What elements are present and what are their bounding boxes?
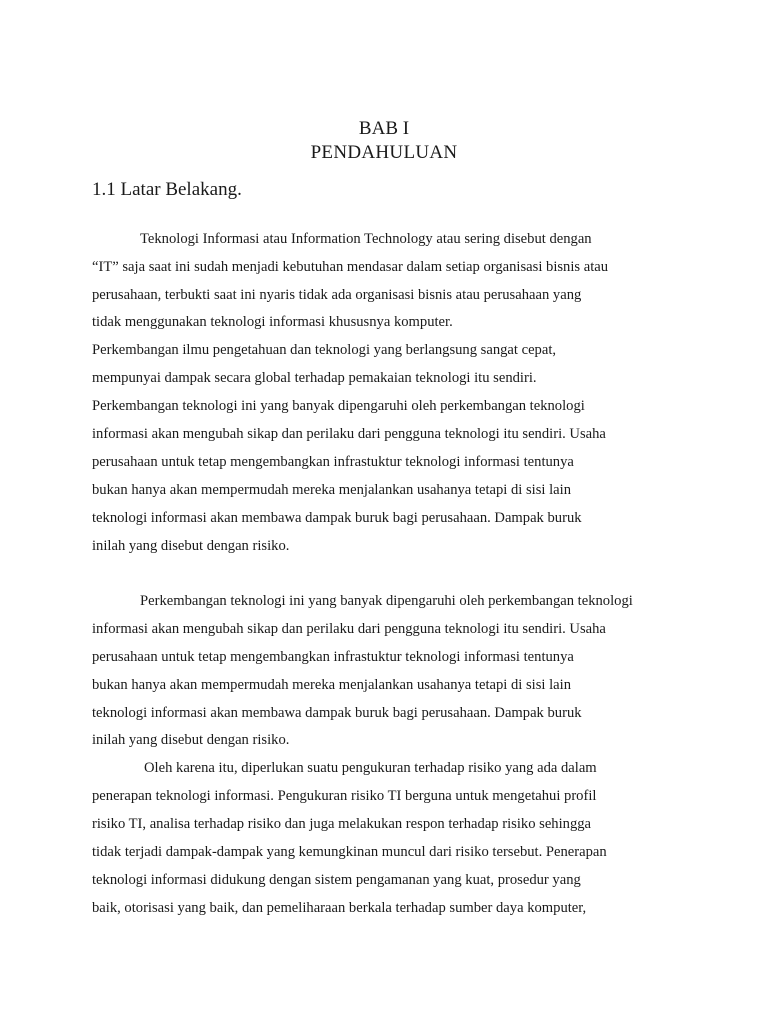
text-line: informasi akan mengubah sikap dan perilaku dari pengguna teknologi itu sendiri. Usaha: [92, 621, 606, 637]
text-line: perusahaan untuk tetap mengembangkan infrastuktur teknologi informasi tentunya: [92, 454, 574, 470]
text-line: baik, otorisasi yang baik, dan pemeliharaan berkala terhadap sumber daya komputer,: [92, 900, 587, 916]
text-line: bukan hanya akan mempermudah mereka menjalankan usahanya tetapi di sisi lain: [92, 482, 571, 498]
text-line: perusahaan untuk tetap mengembangkan infrastuktur teknologi informasi tentunya: [92, 649, 574, 665]
text-line: Teknologi Informasi atau Information Technology atau sering disebut dengan: [140, 231, 592, 247]
text-line: “IT” saja saat ini sudah menjadi kebutuhan mendasar dalam setiap organisasi bisnis atau: [92, 259, 609, 275]
section-heading: 1.1 Latar Belakang.: [92, 179, 242, 200]
text-line: Perkembangan teknologi ini yang banyak dipengaruhi oleh perkembangan teknologi: [140, 593, 633, 609]
text-line: tidak menggunakan teknologi informasi khususnya komputer.: [92, 314, 453, 330]
text-line: perusahaan, terbukti saat ini nyaris tidak ada organisasi bisnis atau perusahaan yang: [92, 287, 582, 303]
text-line: Perkembangan ilmu pengetahuan dan teknologi yang berlangsung sangat cepat,: [92, 342, 557, 358]
text-line: penerapan teknologi informasi. Pengukuran risiko TI berguna untuk mengetahui profil: [92, 788, 597, 804]
text-line: inilah yang disebut dengan risiko.: [92, 538, 290, 554]
text-line: teknologi informasi akan membawa dampak buruk bagi perusahaan. Dampak buruk: [92, 510, 582, 526]
chapter-number: BAB I: [358, 118, 410, 139]
text-line: informasi akan mengubah sikap dan perilaku dari pengguna teknologi itu sendiri. Usaha: [92, 426, 606, 442]
text-line: mempunyai dampak secara global terhadap pemakaian teknologi itu sendiri.: [92, 370, 537, 386]
text-line: teknologi informasi didukung dengan sistem pengamanan yang kuat, prosedur yang: [92, 872, 581, 888]
text-line: inilah yang disebut dengan risiko.: [92, 732, 290, 748]
text-line: teknologi informasi akan membawa dampak buruk bagi perusahaan. Dampak buruk: [92, 705, 582, 721]
text-line: Oleh karena itu, diperlukan suatu pengukuran terhadap risiko yang ada dalam: [144, 760, 597, 776]
text-line: tidak terjadi dampak-dampak yang kemungkinan muncul dari risiko tersebut. Penerapan: [92, 844, 607, 860]
chapter-title: PENDAHULUAN: [310, 142, 458, 163]
text-line: risiko TI, analisa terhadap risiko dan juga melakukan respon terhadap risiko sehingga: [92, 816, 592, 832]
text-line: bukan hanya akan mempermudah mereka menjalankan usahanya tetapi di sisi lain: [92, 677, 571, 693]
text-line: Perkembangan teknologi ini yang banyak dipengaruhi oleh perkembangan teknologi: [92, 398, 585, 414]
